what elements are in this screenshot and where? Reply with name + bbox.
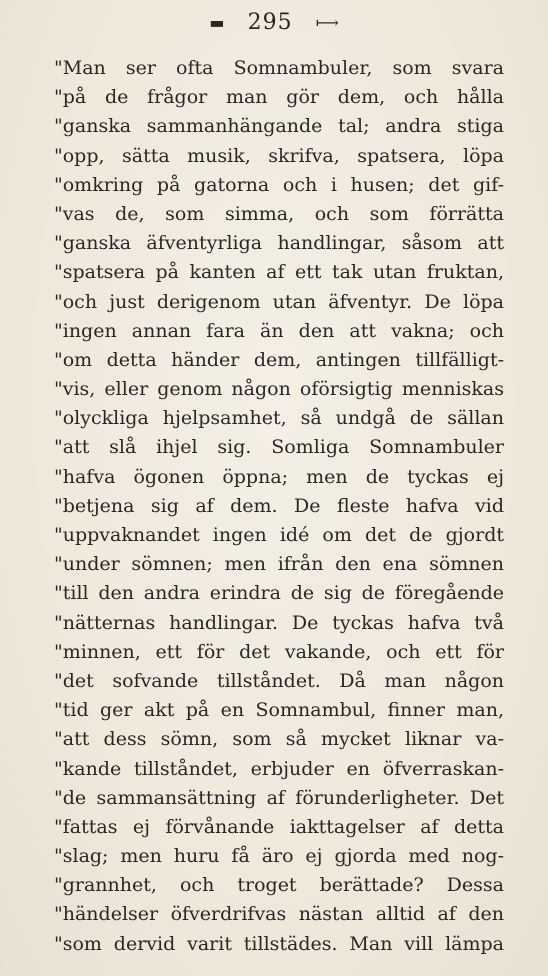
text-line: "omkring på gatorna och i husen; det gif-	[54, 173, 504, 196]
text-line: "under sömnen; men ifrån den ena sömnen	[54, 553, 504, 576]
text-line: "kande tillståndet, erbjuder en öfverraskan-	[54, 757, 504, 780]
text-line: "ganska äfventyrliga handlingar, såsom att	[54, 232, 504, 255]
text-line: "grannhet, och troget berättade? Dessa	[54, 874, 504, 897]
right-ornament-icon: ⟼	[315, 13, 339, 32]
text-line: "de sammansättning af förunderligheter. Det	[54, 786, 504, 809]
text-line: "om detta händer dem, antingen tillfälligt-	[54, 348, 504, 371]
text-line: "vas de, som simma, och som förrätta	[54, 202, 504, 225]
text-line: "att slå ihjel sig. Somliga Somnambuler	[54, 436, 504, 459]
text-line: "på de frågor man gör dem, och hålla	[54, 86, 504, 109]
text-line: "det sofvande tillståndet. Då man någon	[54, 669, 504, 692]
left-ornament-icon: ▬	[209, 13, 225, 32]
text-line: "betjena sig af dem. De fleste hafva vid	[54, 494, 504, 517]
text-line: "minnen, ett för det vakande, och ett för	[54, 640, 504, 663]
text-line: "nätternas handlingar. De tyckas hafva två	[54, 611, 504, 634]
text-line: "uppvaknandet ingen idé om det de gjordt	[54, 524, 504, 546]
text-line: "och just derigenom utan äfventyr. De löpa	[54, 290, 504, 313]
text-line: "till den andra erindra de sig de föregående	[54, 582, 504, 605]
text-line: "slag; men huru få äro ej gjorda med nog-	[54, 845, 504, 868]
text-line: "tid ger akt på en Somnambul, finner man,	[54, 699, 504, 722]
text-line: "olyckliga hjelpsamhet, så undgå de sällan	[54, 407, 504, 430]
text-line: "Man ser ofta Somnambuler, som svara	[54, 57, 504, 79]
text-line: "vis, eller genom någon oförsigtig menniskas	[54, 378, 504, 401]
text-line: "händelser öfverdrifvas nästan alltid af den	[54, 903, 504, 926]
text-line: "att dess sömn, som så mycket liknar va-	[54, 728, 504, 751]
text-line: "som dervid varit tillstädes. Man vill lämpa	[54, 932, 504, 955]
text-line: "spatsera på kanten af ett tak utan fruktan,	[54, 261, 504, 284]
text-line: "ingen annan fara än den att vakna; och	[54, 319, 504, 342]
text-line: "ganska sammanhängande tal; andra stiga	[54, 115, 504, 138]
text-line: "fattas ej förvånande iakttagelser af detta	[54, 815, 504, 838]
body-text	[54, 54, 504, 959]
running-header	[0, 10, 548, 40]
text-line: "opp, sätta musik, skrifva, spatsera, löpa	[54, 144, 504, 167]
text-line: "hafva ögonen öppna; men de tyckas ej	[54, 465, 504, 488]
page-number: 295	[247, 10, 293, 35]
